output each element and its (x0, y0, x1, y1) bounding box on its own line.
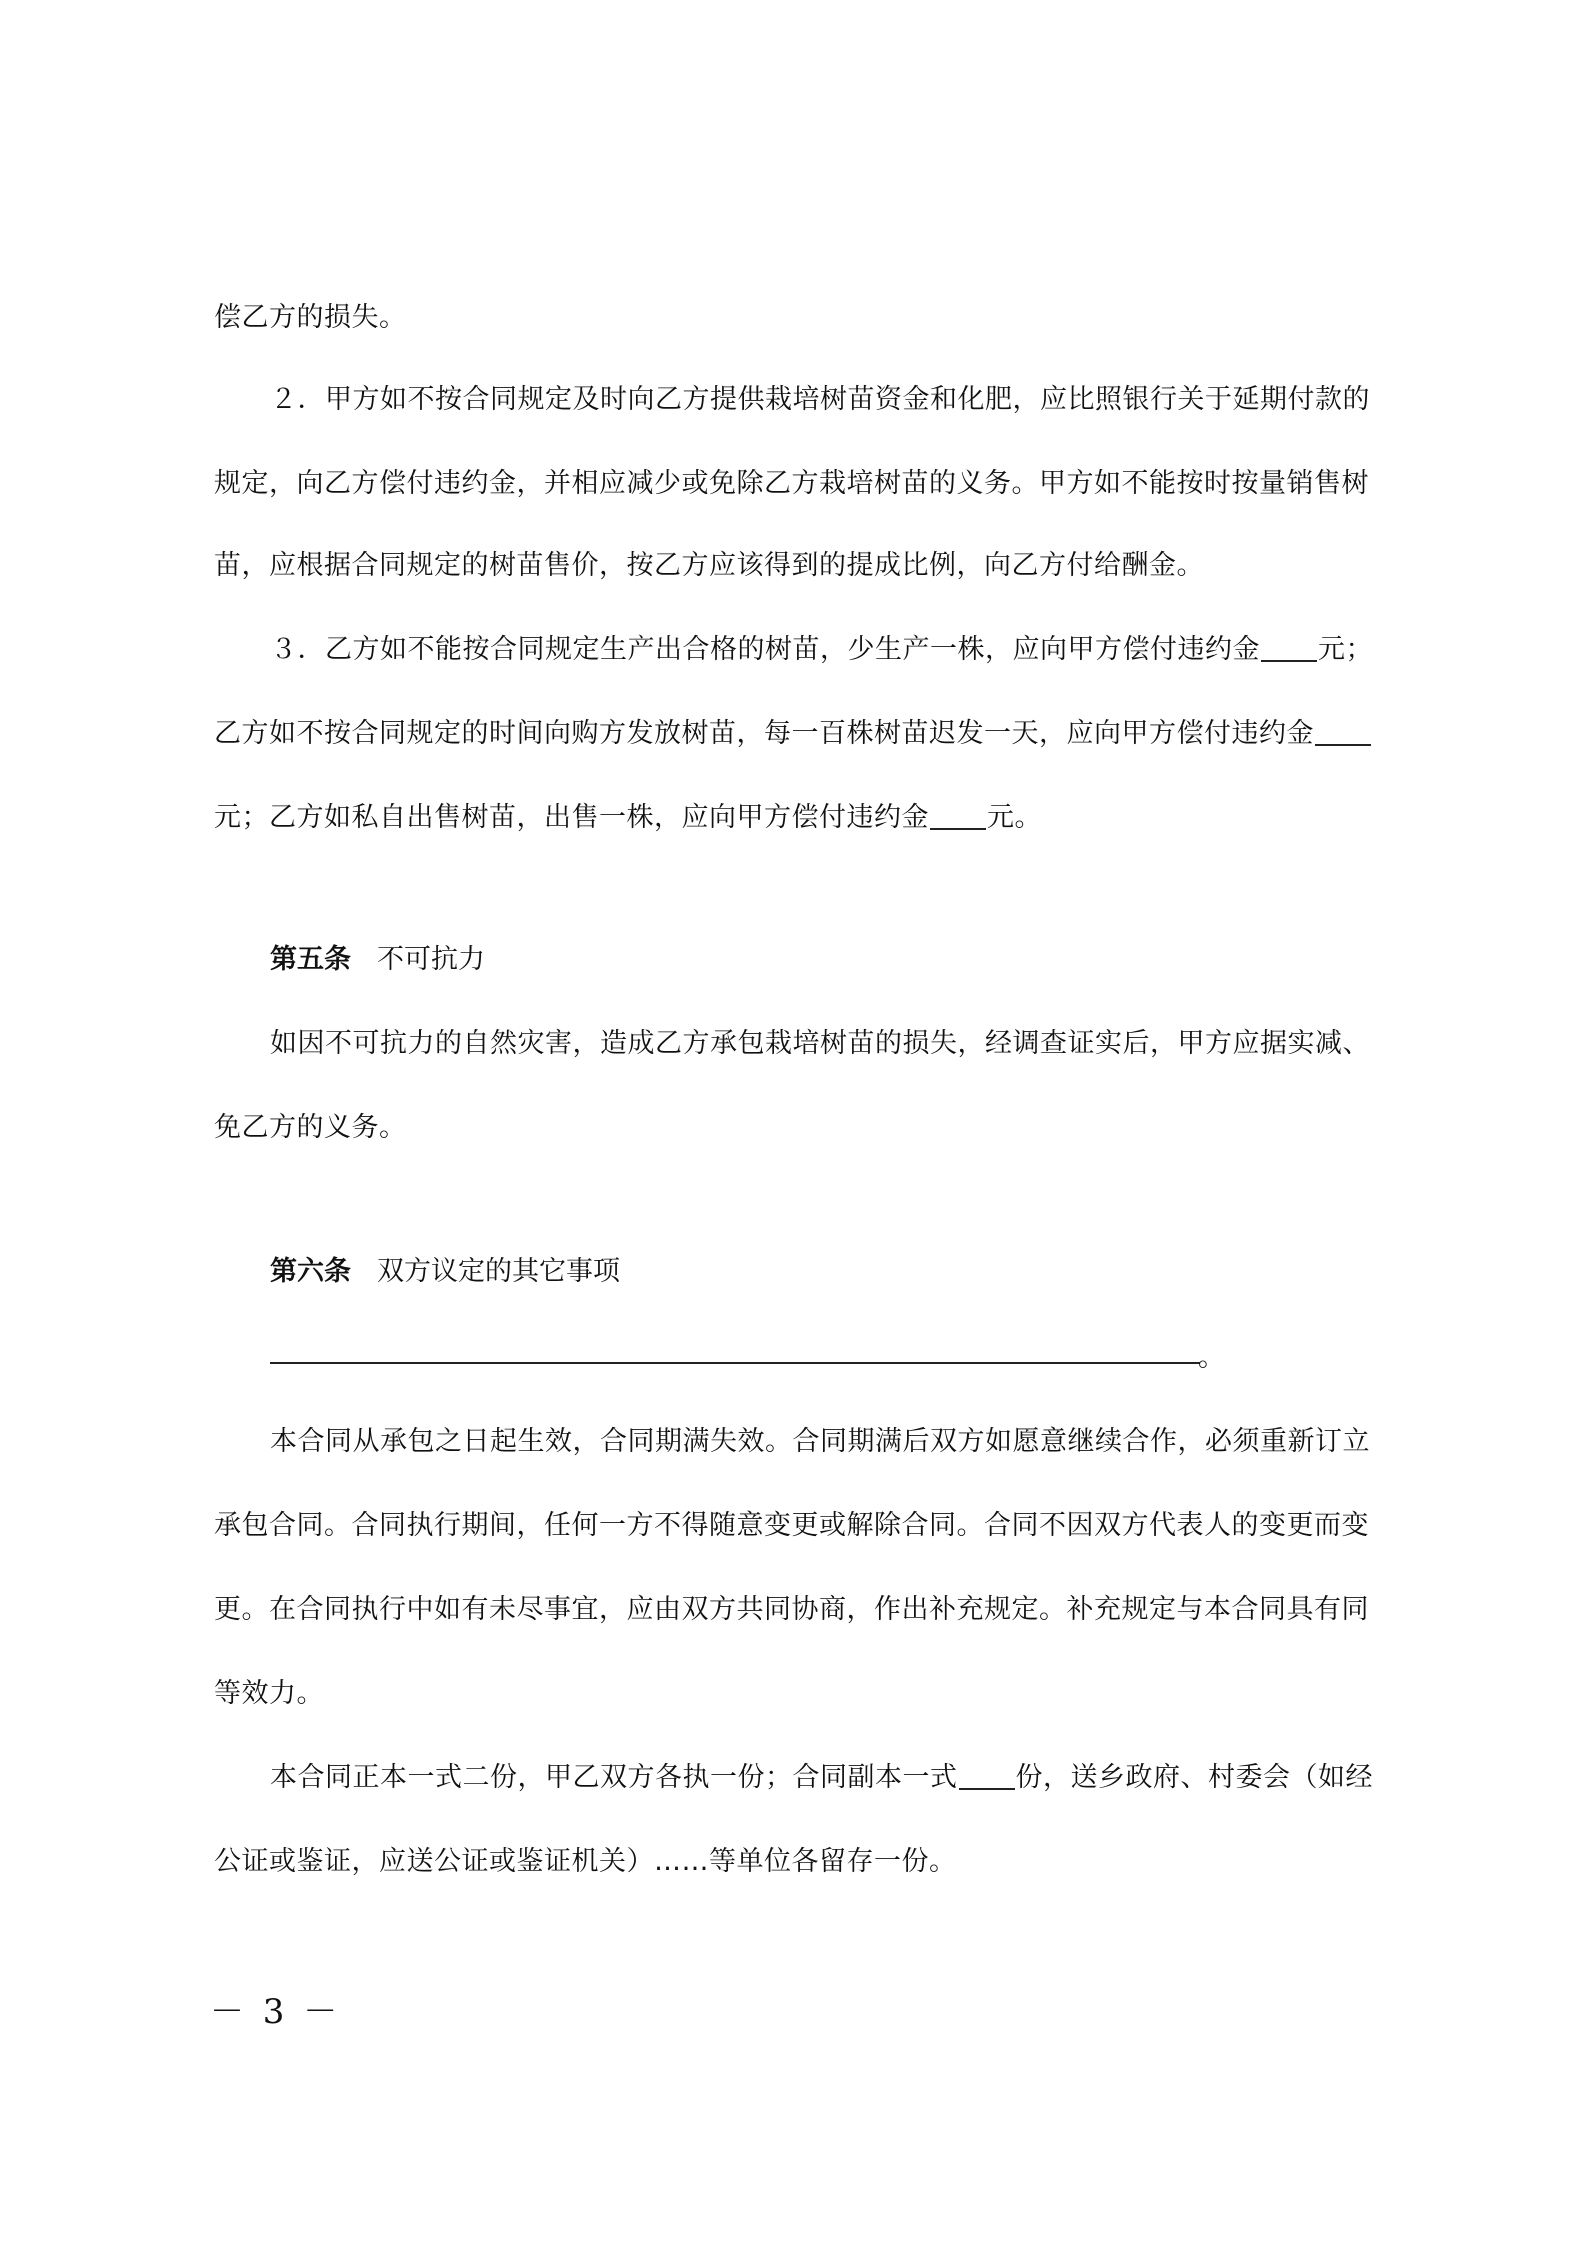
paragraph-line: 规定，向乙方偿付违约金，并相应减少或免除乙方栽培树苗的义务。甲方如不能按时按量销售树 (214, 468, 1369, 499)
paragraph-line: 偿乙方的损失。 (214, 302, 407, 333)
paragraph-line: ２．甲方如不按合同规定及时向乙方提供栽培树苗资金和化肥，应比照银行关于延期付款的 (270, 384, 1370, 415)
fill-in-blank-long (270, 1352, 1200, 1364)
clause-text: 元。 (987, 802, 1042, 833)
clause-text: 份，送乡政府、村委会（如经 (1015, 1762, 1373, 1793)
period-mark: 。 (1198, 1342, 1225, 1373)
article-title: 双方议定的其它事项 (377, 1256, 620, 1287)
paragraph-line (270, 630, 1394, 670)
fill-in-blank (959, 1758, 1015, 1790)
fill-in-blank (930, 798, 986, 830)
paragraph-line (214, 798, 1394, 838)
article-heading (270, 1252, 620, 1292)
clause-text: 元； (1318, 634, 1373, 665)
paragraph-line (270, 1758, 1394, 1798)
fill-in-blank (1261, 630, 1317, 662)
fill-in-blank (1315, 714, 1371, 746)
article-number: 第六条 (270, 1256, 351, 1287)
page-number: － 3 － (210, 1992, 342, 2032)
paragraph-line: 承包合同。合同执行期间，任何一方不得随意变更或解除合同。合同不因双方代表人的变更而变 (214, 1510, 1369, 1541)
paragraph-line: 免乙方的义务。 (214, 1112, 407, 1143)
paragraph-line: 等效力。 (214, 1678, 324, 1709)
paragraph-line (214, 714, 1394, 754)
clause-text: 元；乙方如私自出售树苗，出售一株，应向甲方偿付违约金 (214, 802, 929, 833)
paragraph-line: 更。在合同执行中如有未尽事宜，应由双方共同协商，作出补充规定。补充规定与本合同具有同 (214, 1594, 1369, 1625)
clause-text: 本合同正本一式二份，甲乙双方各执一份；合同副本一式 (270, 1762, 958, 1793)
clause-text: ３．乙方如不能按合同规定生产出合格的树苗，少生产一株，应向甲方偿付违约金 (270, 634, 1260, 665)
clause-text: 乙方如不按合同规定的时间向购方发放树苗，每一百株树苗迟发一天，应向甲方偿付违约金 (214, 718, 1314, 749)
article-heading (270, 940, 485, 980)
paragraph-line: 苗，应根据合同规定的树苗售价，按乙方应该得到的提成比例，向乙方付给酬金。 (214, 550, 1204, 581)
paragraph-line: 公证或鉴证，应送公证或鉴证机关）……等单位各留存一份。 (214, 1846, 957, 1877)
paragraph-line: 本合同从承包之日起生效，合同期满失效。合同期满后双方如愿意继续合作，必须重新订立 (270, 1426, 1370, 1457)
paragraph-line: 如因不可抗力的自然灾害，造成乙方承包栽培树苗的损失，经调查证实后，甲方应据实减、 (270, 1028, 1370, 1059)
article-title: 不可抗力 (377, 944, 485, 975)
article-number: 第五条 (270, 944, 351, 975)
